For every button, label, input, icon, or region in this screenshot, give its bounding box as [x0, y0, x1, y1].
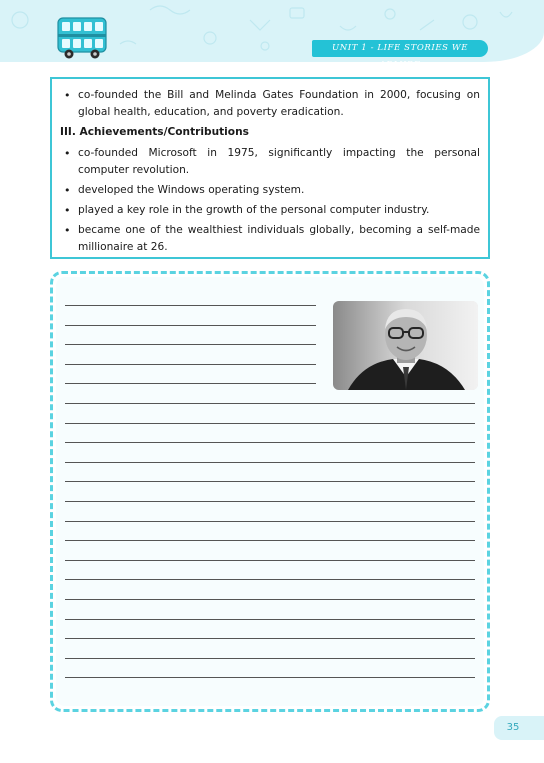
- long-writing-line[interactable]: [65, 501, 475, 502]
- portrait-image: [333, 301, 478, 390]
- long-writing-line[interactable]: [65, 423, 475, 424]
- short-writing-line[interactable]: [65, 344, 316, 345]
- page-number-tab: [494, 716, 544, 740]
- long-writing-line[interactable]: [65, 619, 475, 620]
- long-writing-line[interactable]: [65, 462, 475, 463]
- list-item: • developed the Windows operating system.: [60, 182, 480, 199]
- list-item: • co-founded Microsoft in 1975, significantly impacting the personal computer revolution.: [60, 145, 480, 179]
- long-writing-line[interactable]: [65, 403, 475, 404]
- double-decker-bus-icon: [56, 16, 108, 60]
- short-writing-line[interactable]: [65, 305, 316, 306]
- header-band: [0, 0, 544, 70]
- long-writing-line[interactable]: [65, 442, 475, 443]
- intro-list: [60, 87, 480, 121]
- portrait-photo: [333, 301, 478, 390]
- list-item: • played a key role in the growth of the personal computer industry.: [60, 202, 480, 219]
- long-writing-line[interactable]: [65, 599, 475, 600]
- short-writing-line[interactable]: [65, 383, 316, 384]
- short-writing-line[interactable]: [65, 364, 316, 365]
- page-number: 35: [506, 722, 520, 733]
- long-writing-line[interactable]: [65, 638, 475, 639]
- achievements-list: [60, 145, 480, 256]
- long-writing-line[interactable]: [65, 579, 475, 580]
- long-writing-line[interactable]: [65, 481, 475, 482]
- section-heading: III. Achievements/Contributions: [60, 126, 249, 138]
- long-writing-line[interactable]: [65, 658, 475, 659]
- list-item: • became one of the wealthiest individuals globally, becoming a self-made millionaire at 26.: [60, 222, 480, 256]
- long-writing-line[interactable]: [65, 521, 475, 522]
- info-box: [50, 77, 490, 259]
- unit-banner: UNIT 1 - LIFE STORIES WE ADMIRE: [312, 40, 488, 57]
- long-writing-line[interactable]: [65, 540, 475, 541]
- long-writing-line[interactable]: [65, 560, 475, 561]
- short-writing-line[interactable]: [65, 325, 316, 326]
- writing-box: [50, 271, 490, 712]
- list-item: • co-founded the Bill and Melinda Gates Foundation in 2000, focusing on global health, education, and poverty eradication.: [60, 87, 480, 121]
- long-writing-line[interactable]: [65, 677, 475, 678]
